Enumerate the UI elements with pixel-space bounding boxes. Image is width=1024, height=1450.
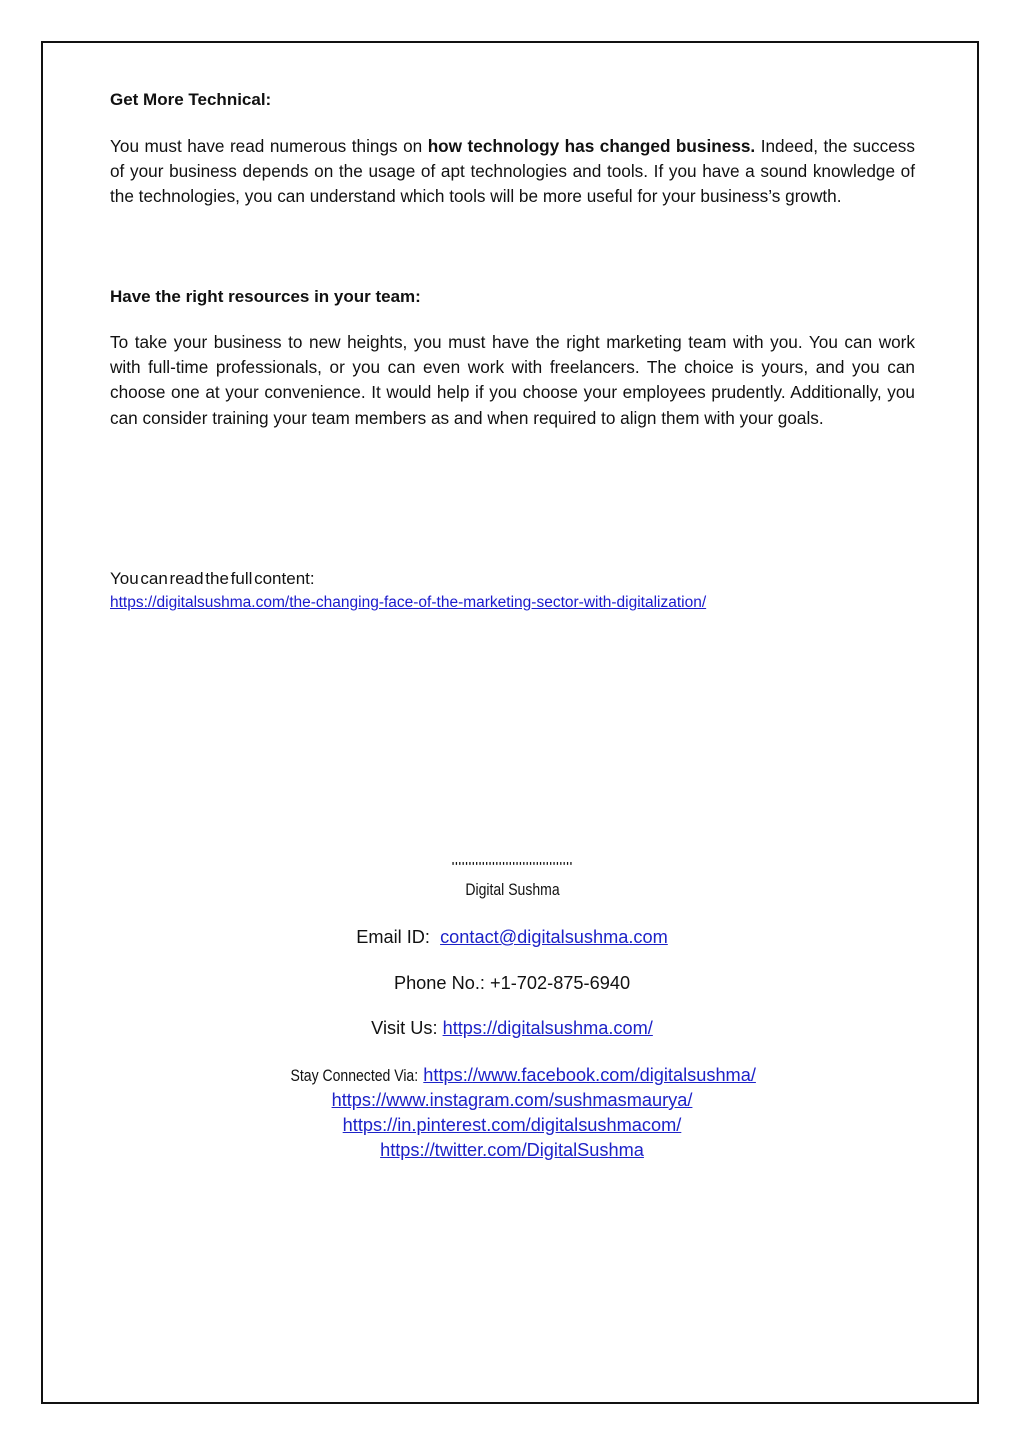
website-link[interactable]: https://digitalsushma.com/: [442, 1018, 653, 1038]
social-row: [0, 1088, 1024, 1113]
section-paragraph-resources: To take your business to new heights, you must have the right marketing team with you. You can work with full-time professionals, or you can even work with freelancers. The choice is yours, and you can choose one at your convenience. It would help if you choose your employees prudently. Additionally, you can consider training your team members as and when required to align them with your goals.: [110, 332, 915, 428]
twitter-link[interactable]: https://twitter.com/DigitalSushma: [380, 1140, 644, 1160]
section-heading-technical: Get More Technical:: [110, 90, 272, 109]
page-border: [41, 41, 979, 1404]
section-heading-resources: Have the right resources in your team:: [110, 287, 421, 306]
email-row: [0, 925, 1024, 950]
email-label: Email ID:: [356, 927, 430, 947]
phone-row: [0, 971, 1024, 996]
paragraph-text: You must have read numerous things on: [110, 136, 428, 156]
instagram-link[interactable]: https://www.instagram.com/sushmasmaurya/: [331, 1090, 693, 1110]
social-label: Stay Connected Via:: [290, 1067, 419, 1085]
section-paragraph-technical: [110, 134, 915, 210]
facebook-link[interactable]: https://www.facebook.com/digitalsushma/: [423, 1065, 756, 1085]
decorative-dots: '''''''''''''''''''''''''''''''''''': [451, 860, 573, 873]
source-label: You can read the full content:: [110, 569, 315, 588]
visit-label: Visit Us:: [371, 1018, 438, 1038]
brand-row: [0, 879, 1024, 901]
social-row: [0, 1138, 1024, 1163]
brand-name: Digital Sushma: [464, 881, 560, 899]
phone-label: Phone No.:: [393, 973, 485, 993]
visit-row: [0, 1016, 1024, 1041]
phone-number: +1-702-875-6940: [490, 973, 631, 993]
pinterest-link[interactable]: https://in.pinterest.com/digitalsushmacom/: [342, 1115, 682, 1135]
source-link[interactable]: https://digitalsushma.com/the-changing-face-of-the-marketing-sector-with-digitalization/: [110, 594, 707, 611]
social-row: [0, 1063, 1024, 1089]
paragraph-bold-text: how technology has changed business.: [427, 136, 756, 156]
paragraph-text: Indeed, the success of your business depends on the usage of apt technologies and tools. If you have a sound knowledge of the technologies, you can understand which tools will be more useful for your business’s growth.: [110, 136, 915, 207]
email-link[interactable]: contact@digitalsushma.com: [440, 927, 668, 947]
social-row: [0, 1113, 1024, 1138]
